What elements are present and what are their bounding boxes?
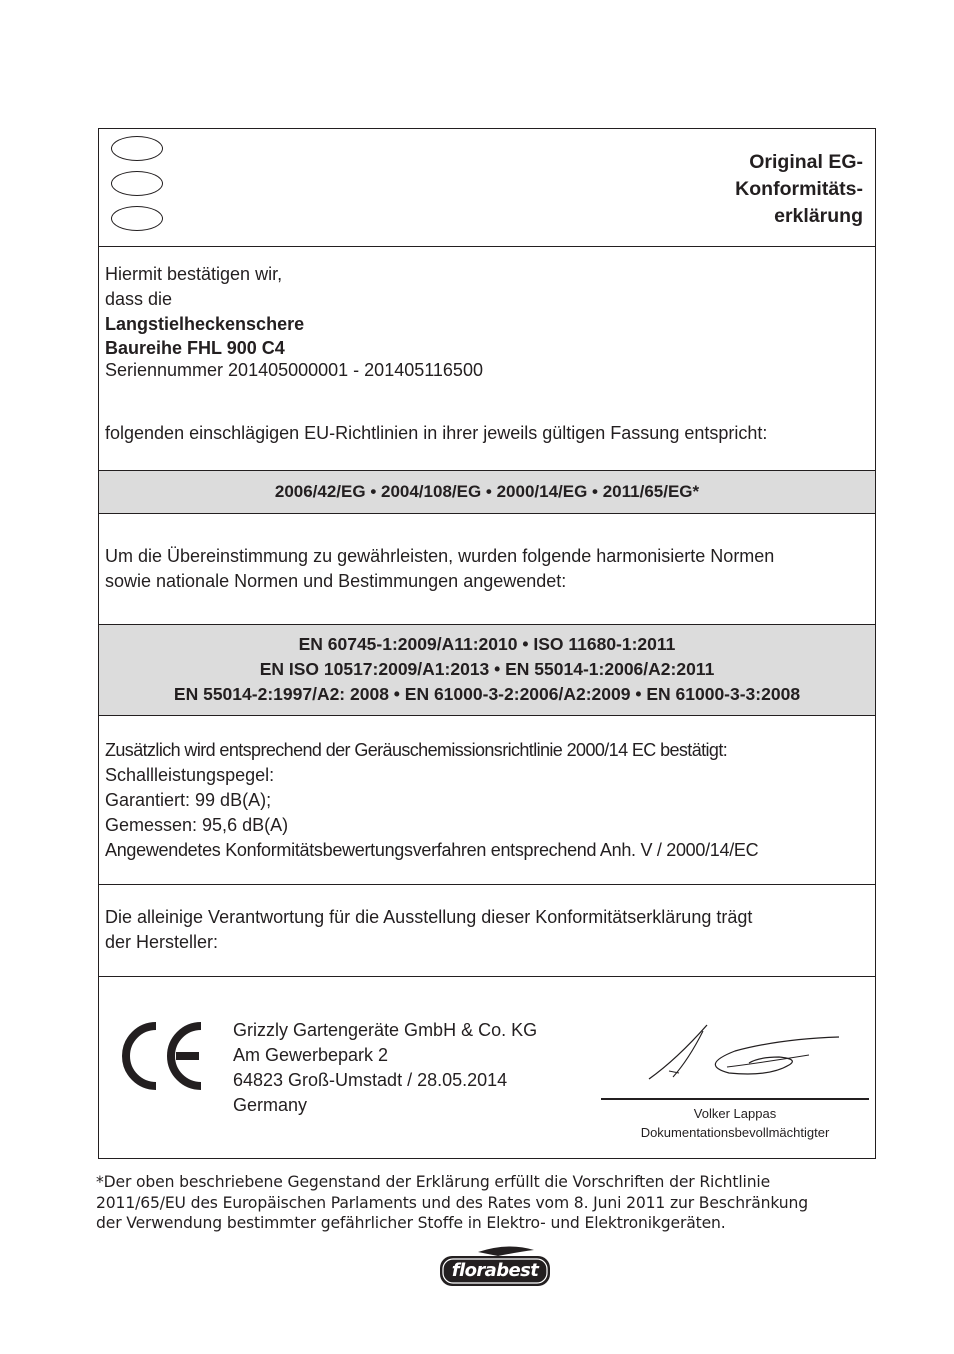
norms-intro-section	[99, 544, 875, 594]
divider	[99, 513, 875, 514]
norms-band	[99, 625, 875, 715]
serial-numbers: Seriennummer 201405000001 - 201405116500	[105, 360, 483, 380]
language-oval	[111, 206, 163, 231]
address-line: Germany	[233, 1095, 308, 1115]
divider	[99, 246, 875, 247]
directive-intro: folgenden einschlägigen EU-Richtlinien in ihrer jeweils gültigen Fassung entspricht:	[105, 423, 768, 443]
title-line: Original EG-	[749, 151, 863, 173]
divider	[99, 715, 875, 716]
norms-intro-line: sowie nationale Normen und Bestimmungen angewendet:	[105, 571, 567, 591]
directives-band	[99, 471, 875, 513]
signature-line	[601, 1098, 869, 1100]
noise-line: Angewendetes Konformitätsbewertungsverfahren entsprechend Anh. V / 2000/14/EC	[105, 840, 759, 860]
norm-line: EN 60745-1:2009/A11:2010 • ISO 11680-1:2011	[298, 634, 676, 654]
noise-section	[99, 738, 875, 863]
directives-list: 2006/42/EG • 2004/108/EG • 2000/14/EG • 2011/65/EG*	[274, 482, 700, 501]
footnote-line: der Verwendung bestimmter gefährlicher Stoffe in Elektro- und Elektronikgeräten.	[96, 1214, 726, 1232]
address-line: Am Gewerbepark 2	[233, 1045, 389, 1065]
address-line: 64823 Groß-Umstadt / 28.05.2014	[233, 1070, 508, 1090]
noise-line: Garantiert: 99 dB(A);	[105, 790, 272, 810]
footnote-line: *Der oben beschriebene Gegenstand der Erklärung erfüllt die Vorschriften der Richtlinie	[96, 1173, 771, 1191]
responsibility-line: der Hersteller:	[105, 932, 219, 952]
intro-section	[99, 262, 875, 446]
responsibility-section	[99, 905, 875, 955]
norm-line: EN ISO 10517:2009/A1:2013 • EN 55014-1:2006/A2:2011	[259, 659, 715, 679]
ce-mark-icon	[121, 1018, 207, 1094]
intro-line: Hiermit bestätigen wir,	[105, 264, 283, 284]
product-name: Langstielheckenschere	[105, 314, 305, 334]
florabest-logo	[438, 1244, 552, 1288]
address-line: Grizzly Gartengeräte GmbH & Co. KG	[233, 1020, 538, 1040]
signatory-block	[601, 1104, 869, 1142]
noise-line: Gemessen: 95,6 dB(A)	[105, 815, 289, 835]
manufacturer-address	[233, 1018, 537, 1118]
language-oval	[111, 171, 163, 196]
footnote-line: 2011/65/EU des Europäischen Parlaments und des Rates vom 8. Juni 2011 zur Beschränkung	[96, 1193, 808, 1212]
title-line: Konformitäts-	[735, 178, 863, 200]
language-code-ovals	[111, 136, 163, 241]
signature-image	[639, 1019, 849, 1085]
norm-line: EN 55014-2:1997/A2: 2008 • EN 61000-3-2:2006/A2:2009 • EN 61000-3-3:2008	[173, 684, 801, 704]
responsibility-line: Die alleinige Verantwortung für die Ausstellung dieser Konformitätserklärung trägt	[105, 907, 753, 927]
brand-name: florabest	[451, 1260, 539, 1281]
footnote	[96, 1172, 876, 1234]
noise-line: Zusätzlich wird entsprechend der Geräuschemissionsrichtlinie 2000/14 EC bestätigt:	[105, 740, 728, 760]
title-line: erklärung	[774, 205, 863, 227]
divider	[99, 976, 875, 977]
signatory-name: Volker Lappas	[693, 1106, 777, 1121]
product-series: Baureihe FHL 900 C4	[105, 338, 285, 358]
noise-line: Schallleistungspegel:	[105, 765, 275, 785]
signatory-role: Dokumentationsbevollmächtigter	[640, 1125, 830, 1140]
document-title	[735, 149, 863, 230]
divider	[99, 884, 875, 885]
norms-intro-line: Um die Übereinstimmung zu gewährleisten, wurden folgende harmonisierte Normen	[105, 546, 775, 566]
language-oval	[111, 136, 163, 161]
intro-line: dass die	[105, 289, 173, 309]
declaration-table	[98, 128, 876, 1159]
